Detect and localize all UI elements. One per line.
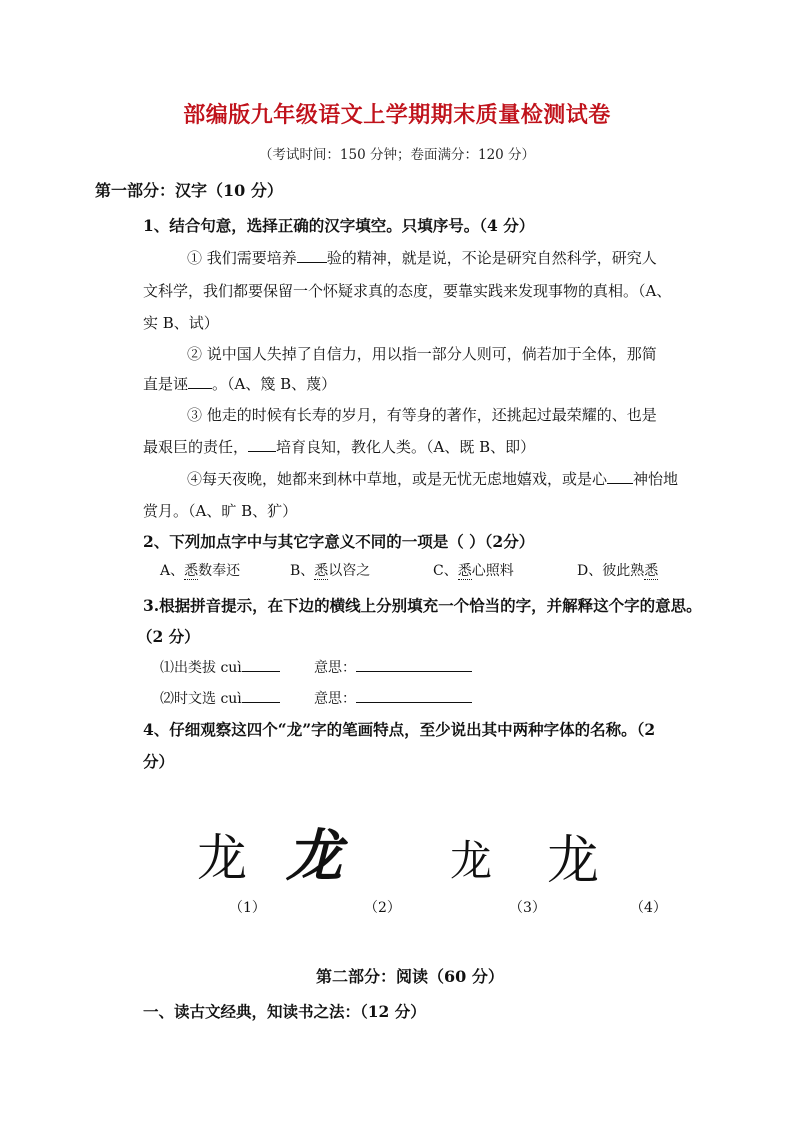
part2-section1: 一、读古文经典，知读书之法：（12 分）	[143, 1002, 426, 1021]
q3-item-2-meaning	[314, 688, 472, 708]
q2-option-c-rest: 心照料	[471, 563, 514, 579]
dragon-label-3: （3）	[509, 900, 546, 916]
q1-s1-line1	[187, 247, 657, 268]
q3-item-2-meaning-label: 意思：	[314, 691, 356, 707]
dragon-label-2: （2）	[364, 900, 401, 916]
q2-option-b[interactable]	[290, 560, 370, 580]
q1-stem: 1、结合句意，选择正确的汉字填空。只填序号。（4 分）	[143, 216, 535, 235]
dragon-glyph-4: 龙	[547, 831, 600, 891]
dragon-glyph-2: 龙	[286, 824, 342, 889]
part2-heading: 第二部分：阅读（60 分）	[316, 967, 504, 986]
q1-s4-line2: 赏月。（A、旷 B、犷）	[143, 502, 298, 520]
q1-s2-line2	[143, 373, 336, 394]
q2-option-c[interactable]	[433, 560, 514, 580]
q3-item-1-meaning	[314, 657, 472, 677]
q1-s3-text-a: 最艰巨的责任，	[143, 438, 249, 456]
q3-item-2-meaning-blank[interactable]	[356, 688, 472, 703]
exam-info: （考试时间：150 分钟；卷面满分：120 分）	[258, 147, 536, 163]
q3-item-2	[160, 688, 280, 708]
q3-item-1-answer-blank[interactable]	[242, 657, 280, 672]
q1-s1-line2: 文科学，我们都要保留一个怀疑求真的态度，要靠实践来发现事物的真相。（A、	[143, 282, 672, 300]
q2-option-a-rest: 数奉还	[198, 563, 241, 579]
q3-item-1-meaning-blank[interactable]	[356, 657, 472, 672]
dragon-glyph-1: 龙	[197, 829, 247, 887]
q2-stem: 2、下列加点字中与其它字意义不同的一项是（ ）（2分）	[143, 532, 535, 551]
q2-option-a-dotted-char: 悉	[184, 563, 199, 579]
q3-item-1	[160, 657, 280, 677]
q1-s1-text-b: 验的精神，就是说，不论是研究自然科学，研究人	[326, 249, 657, 267]
q1-s1-text-a: ① 我们需要培养	[187, 249, 297, 267]
part1-heading: 第一部分：汉字（10 分）	[95, 181, 283, 200]
q2-option-a[interactable]	[160, 560, 240, 580]
dragon-label-4: （4）	[630, 900, 667, 916]
q3-item-1-label: ⑴出类拔 cuì	[160, 660, 242, 676]
q1-s3-line1: ③ 他走的时候有长寿的岁月，有等身的著作，还挑起过最荣耀的、也是	[187, 406, 657, 424]
q2-option-d-dotted-char: 悉	[644, 563, 659, 579]
q1-s2-text-b: 。（A、篾 B、蔑）	[212, 375, 337, 393]
q3-item-2-label: ⑵时文选 cuì	[160, 691, 242, 707]
q1-s1-line3: 实 B、试）	[143, 314, 219, 332]
q2-option-d[interactable]	[577, 560, 658, 580]
q3-score: （2 分）	[137, 627, 200, 646]
q1-s3-line2	[143, 436, 535, 457]
q3-item-2-answer-blank[interactable]	[242, 688, 280, 703]
q1-s4-text-a: ④每天夜晚，她都来到林中草地，或是无忧无虑地嬉戏，或是心	[187, 470, 608, 488]
q2-option-b-dotted-char: 悉	[314, 563, 329, 579]
q2-option-b-prefix: B、	[290, 563, 315, 579]
q2-option-c-dotted-char: 悉	[457, 563, 472, 579]
q1-s2-text-a: 直是诬	[143, 375, 189, 393]
q1-s3-text-b: 培育良知，教化人类。（A、既 B、即）	[276, 438, 536, 456]
page-title: 部编版九年级语文上学期期末质量检测试卷	[183, 103, 611, 128]
q1-s2-blank[interactable]	[188, 374, 212, 389]
q1-s2-line1: ② 说中国人失掉了自信力，用以指一部分人则可，倘若加于全体，那简	[187, 345, 657, 363]
q2-option-d-prefix: D、彼此熟	[577, 563, 645, 579]
q3-stem: 3.根据拼音提示，在下边的横线上分别填充一个恰当的字，并解释这个字的意思。	[143, 596, 702, 615]
q1-s4-text-b: 神怡地	[633, 470, 679, 488]
dragon-label-1: （1）	[229, 900, 266, 916]
q1-s1-blank[interactable]	[297, 248, 327, 263]
q1-s3-blank[interactable]	[248, 437, 276, 452]
q2-option-a-prefix: A、	[160, 563, 185, 579]
q1-s4-line1	[187, 468, 678, 489]
q2-option-b-rest: 以咨之	[328, 563, 371, 579]
q1-s4-blank[interactable]	[607, 469, 633, 484]
q4-stem-cont: 分）	[143, 752, 175, 771]
q2-option-c-prefix: C、	[433, 563, 458, 579]
dragon-glyph-3: 龙	[450, 836, 493, 885]
q3-item-1-meaning-label: 意思：	[314, 660, 356, 676]
q4-stem: 4、仔细观察这四个“龙”字的笔画特点，至少说出其中两种字体的名称。（2	[143, 720, 656, 739]
